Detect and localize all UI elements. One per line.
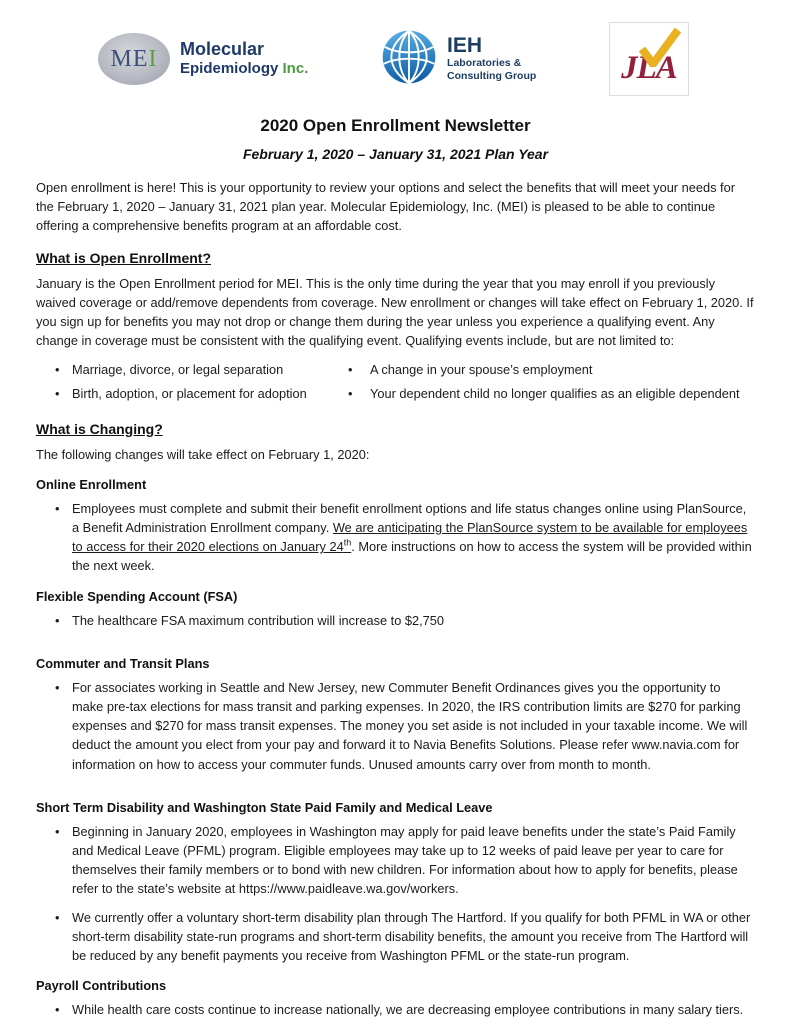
- jla-logo: [609, 22, 689, 96]
- list-item: [36, 611, 755, 630]
- bullet-icon: •: [55, 500, 60, 516]
- list-item: [344, 360, 755, 379]
- section-heading-open-enrollment: What is Open Enrollment?: [36, 249, 212, 266]
- bullet-icon: •: [55, 612, 60, 628]
- mei-logo-line2: [180, 60, 308, 78]
- subheading-fsa: Flexible Spending Account (FSA): [36, 588, 238, 604]
- jla-logo-text: JLA: [621, 50, 677, 86]
- page-title: 2020 Open Enrollment Newsletter: [260, 116, 531, 135]
- subheading-online-enrollment: Online Enrollment: [36, 476, 147, 492]
- intro-paragraph: Open enrollment is here! This is your opportunity to review your options and select the benefits that will meet your needs for the February 1, 2020 – January 31, 2021 plan year. Molecular Epidemiology, Inc. (MEI) is pleased to be able to continue offering a comprehensive benefits program at an affordable cost.: [36, 180, 735, 234]
- list-item: [36, 360, 344, 379]
- subheading-std-pfml: Short Term Disability and Washington State Paid Family and Medical Leave: [36, 799, 493, 815]
- mei-logo-epidemiology: Epidemiology: [180, 59, 279, 77]
- ordinal-superscript: th: [343, 537, 352, 548]
- mei-logo: [98, 33, 308, 85]
- mei-logo-inc: Inc.: [282, 59, 309, 77]
- list-item: [36, 1000, 755, 1019]
- ieh-logo-name: IEH: [447, 33, 483, 57]
- list-item: [36, 678, 755, 774]
- open-enrollment-paragraph: January is the Open Enrollment period for MEI. This is the only time during the year that you may enroll if you previously waived coverage or add/remove dependents from coverage. New enrollment or changes will take effect on February 1, 2020. If you sign up for benefits you may not drop or change them during the year unless you experience a qualifying event. Any change in coverage must be consistent with the qualifying event. Qualifying events include, but are not limited to:: [36, 275, 754, 349]
- qualifying-events-left-column: [36, 360, 344, 406]
- bullet-icon: •: [348, 362, 353, 378]
- list-item-text: Birth, adoption, or placement for adoption: [72, 385, 307, 401]
- list-item: [344, 384, 755, 403]
- subheading-commuter: Commuter and Transit Plans: [36, 655, 210, 671]
- online-enrollment-text: Employees must complete and submit their benefit enrollment options and life status changes online using PlanSource, a Benefit Administration Enrollment company.: [72, 500, 747, 536]
- logo-row: [98, 22, 689, 96]
- ieh-logo-text: [447, 35, 536, 83]
- list-item-text: The healthcare FSA maximum contribution will increase to $2,750: [72, 612, 445, 628]
- online-enrollment-underline-body: We are anticipating the PlanSource system to be available for employees to access for their 2020 elections on January 24: [72, 520, 748, 555]
- bullet-icon: •: [55, 679, 60, 695]
- bullet-icon: •: [55, 385, 60, 401]
- mei-logo-line1: Molecular: [180, 39, 265, 60]
- list-item-text: Your dependent child no longer qualifies as an eligible dependent: [370, 385, 740, 401]
- qualifying-events-list: [36, 360, 755, 406]
- list-item: [36, 384, 344, 403]
- jla-checkmark-icon: [636, 27, 682, 72]
- subheading-payroll: Payroll Contributions: [36, 978, 167, 994]
- mei-oval-text-i: I: [148, 45, 158, 72]
- qualifying-events-right-column: [344, 360, 755, 406]
- list-item-text: We currently offer a voluntary short-term disability plan through The Hartford. If you qualify for both PFML in WA or other short-term disability state-run programs and short-term disability benefits, the amount you receive from The Hartford will be reduced by any benefit payments you receive from Washington PFML or the state-run program.: [72, 909, 751, 963]
- ieh-logo-sub1: Laboratories &: [447, 56, 522, 69]
- list-item: [36, 908, 755, 966]
- bullet-icon: •: [55, 909, 60, 925]
- bullet-icon: •: [348, 385, 353, 401]
- bullet-icon: •: [55, 1002, 60, 1018]
- list-item: [36, 499, 755, 576]
- list-item-text: Beginning in January 2020, employees in Washington may apply for paid leave benefits under the state’s Paid Family and Medical Leave (PFML) program. Eligible employees may take up to 12 weeks of paid leave per year to care for themselves their family members or to bond with new children. For information about how to apply for benefits, please refer to the state’s website at https://www.paidleave.wa.gov/workers.: [72, 823, 738, 897]
- list-item-text: A change in your spouse’s employment: [370, 362, 593, 378]
- page-subtitle: February 1, 2020 – January 31, 2021 Plan Year: [242, 146, 549, 162]
- mei-logo-text: [180, 40, 308, 78]
- list-item-text: While health care costs continue to increase nationally, we are decreasing employee contributions in many salary tiers.: [72, 1002, 744, 1018]
- list-item-text: [72, 499, 755, 576]
- list-item-text: For associates working in Seattle and New Jersey, new Commuter Benefit Ordinances gives you the opportunity to make pre-tax elections for mass transit and parking expenses. In 2020, the IRS contribution limits are $270 for parking expenses and $270 for mass transit expenses. The money you set aside is not included in your taxable income. We will deduct the amount you elect from your pay and forward it to Navia Benefits Solutions. Please refer www.navia.com for information on how to access your commuter funds. Unused amounts carry over from month to month.: [72, 679, 748, 772]
- bullet-icon: •: [55, 362, 60, 378]
- mei-oval-text-me: ME: [110, 45, 149, 72]
- list-item-text: Marriage, divorce, or legal separation: [72, 362, 284, 378]
- mei-oval-icon: [98, 33, 170, 85]
- online-enrollment-text-tail: . More instructions on how to access the system will be provided within the next week.: [72, 539, 752, 574]
- bullet-icon: •: [55, 823, 60, 839]
- list-item: [36, 822, 755, 899]
- changing-intro: The following changes will take effect on February 1, 2020:: [36, 446, 370, 462]
- ieh-globe-icon: [381, 29, 437, 90]
- ieh-logo: [381, 29, 536, 90]
- section-heading-what-is-changing: What is Changing?: [36, 420, 163, 437]
- ieh-logo-sub2: Consulting Group: [447, 70, 537, 83]
